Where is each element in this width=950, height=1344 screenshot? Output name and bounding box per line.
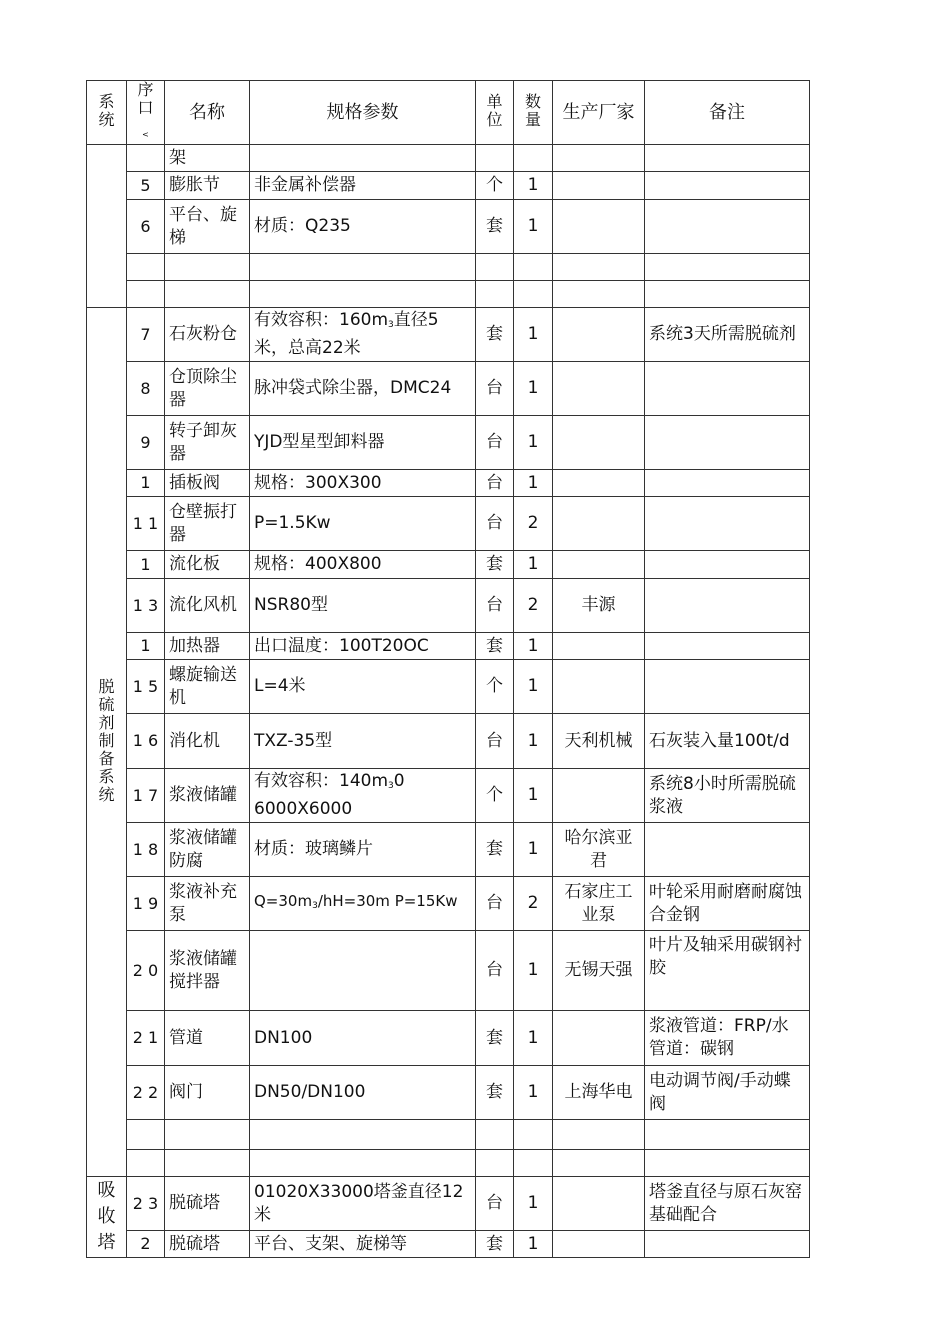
table-row: 6 平台、旋梯 材质：Q235 套 1 bbox=[87, 200, 810, 254]
table-row: 9 转子卸灰器 YJD型星型卸料器 台 1 bbox=[87, 416, 810, 470]
table-header-row bbox=[87, 81, 810, 145]
table-row: 1 8 浆液储罐防腐 材质：玻璃鳞片 套 1 哈尔滨亚君 bbox=[87, 823, 810, 877]
system-cell-absorb: 吸收塔 bbox=[87, 1177, 127, 1258]
table-row: 1 插板阀 规格：300X300 台 1 bbox=[87, 470, 810, 497]
equipment-list-document bbox=[86, 80, 809, 1258]
header-spec: 规格参数 bbox=[250, 81, 476, 145]
equipment-table bbox=[86, 80, 810, 1258]
table-row: 1 6 消化机 TXZ-35型 台 1 天利机械 石灰装入量100t/d bbox=[87, 714, 810, 769]
table-row: 1 3 流化风机 NSR80型 台 2 丰源 bbox=[87, 579, 810, 633]
header-remark: 备注 bbox=[645, 81, 810, 145]
empty-row bbox=[87, 1150, 810, 1177]
table-row: 1 流化板 规格：400X800 套 1 bbox=[87, 551, 810, 579]
empty-row bbox=[87, 281, 810, 308]
table-row: 2 0 浆液储罐搅拌器 台 1 无锡天强 叶片及轴采用碳钢衬胶 bbox=[87, 931, 810, 1011]
empty-row bbox=[87, 1120, 810, 1150]
header-name: 名称 bbox=[165, 81, 250, 145]
table-row: 2 脱硫塔 平台、支架、旋梯等 套 1 bbox=[87, 1231, 810, 1258]
header-no: 序口 < bbox=[127, 81, 165, 145]
system-cell-desulf: 脱硫剂制备系统 bbox=[87, 308, 127, 1177]
header-unit: 单位 bbox=[476, 81, 514, 145]
table-row: 8 仓顶除尘器 脉冲袋式除尘器，DMC24 台 1 bbox=[87, 362, 810, 416]
system-cell-prev bbox=[87, 145, 127, 308]
empty-row bbox=[87, 254, 810, 281]
table-row: 2 1 管道 DN100 套 1 浆液管道：FRP/水管道：碳钢 bbox=[87, 1011, 810, 1066]
table-row: 1 1 仓壁振打器 P=1.5Kw 台 2 bbox=[87, 497, 810, 551]
header-qty: 数量 bbox=[514, 81, 553, 145]
header-maker: 生产厂家 bbox=[553, 81, 645, 145]
table-row: 1 加热器 出口温度：100T20OC 套 1 bbox=[87, 633, 810, 660]
table-row: 5 膨胀节 非金属补偿器 个 1 bbox=[87, 172, 810, 200]
table-row: 1 7 浆液储罐 有效容积：$140m_30$ 6000X6000 个 1 系统8小时所需脱硫浆液 bbox=[87, 769, 810, 823]
table-row: 1 9 浆液补充泵 $Q=30m_3/hH=30m$ P=15Kw 台 2 石家庄工业泵 叶轮采用耐磨耐腐蚀合金钢 bbox=[87, 877, 810, 931]
table-row: 1 5 螺旋输送机 L=4米 个 1 bbox=[87, 660, 810, 714]
header-system: 系统 bbox=[87, 81, 127, 145]
table-row: 吸收塔 2 3 脱硫塔 01020X33000塔釜直径12米 台 1 塔釜直径与原石灰窑基础配合 bbox=[87, 1177, 810, 1231]
table-row: 2 2 阀门 DN50/DN100 套 1 上海华电 电动调节阀/手动蝶阀 bbox=[87, 1066, 810, 1120]
table-row: 架 bbox=[87, 145, 810, 172]
table-row: 脱硫剂制备系统 7 石灰粉仓 有效容积：$160m_3$直径5米，总高22米 套 1 系统3天所需脱硫剂 bbox=[87, 308, 810, 362]
